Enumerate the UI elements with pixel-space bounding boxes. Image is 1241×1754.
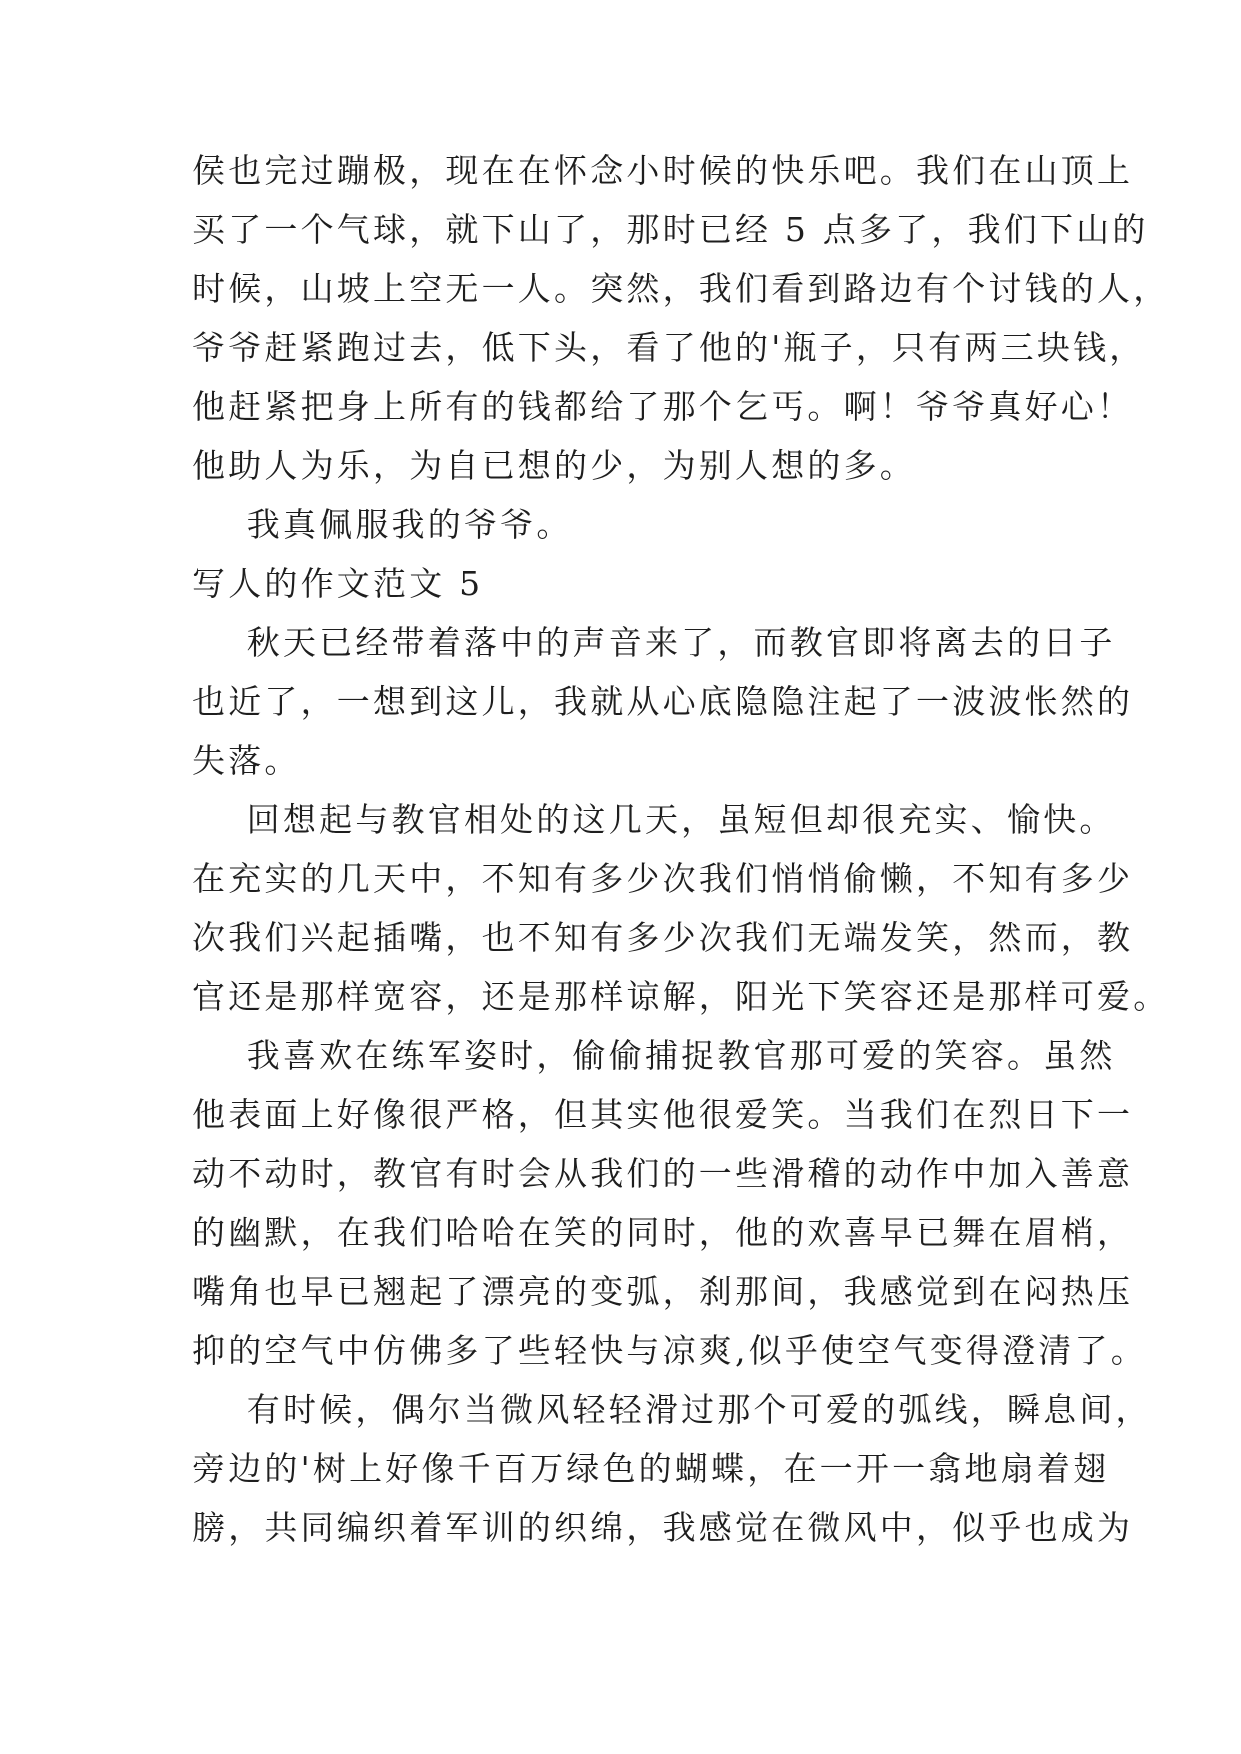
text-line: 他助人为乐，为自已想的少，为别人想的多。 — [192, 446, 916, 485]
text-line: 他赶紧把身上所有的钱都给了那个乞丐。啊！爷爷真好心！ — [192, 387, 1134, 426]
text-line: 时候，山坡上空无一人。突然，我们看到路边有个讨钱的人， — [192, 269, 1170, 308]
text-line: 侯也完过蹦极，现在在怀念小时候的快乐吧。我们在山顶上 — [192, 151, 1134, 190]
text-line: 嘴角也早已翘起了漂亮的变弧，刹那间，我感觉到在闷热压 — [192, 1272, 1134, 1311]
paragraph-line: 我喜欢在练军姿时，偷偷捕捉教官那可爱的笑容。虽然 — [192, 1036, 1116, 1075]
text-line: 抑的空气中仿佛多了些轻快与凉爽,似乎使空气变得澄清了。 — [192, 1331, 1147, 1370]
paragraph-line: 有时候，偶尔当微风轻轻滑过那个可爱的弧线，瞬息间， — [192, 1390, 1152, 1429]
text-line: 他表面上好像很严格，但其实他很爱笑。当我们在烈日下一 — [192, 1095, 1134, 1134]
text-line: 动不动时，教官有时会从我们的一些滑稽的动作中加入善意 — [192, 1154, 1134, 1193]
section-heading: 写人的作文范文 5 — [192, 564, 484, 603]
text-line: 买了一个气球，就下山了，那时已经 5 点多了，我们下山的 — [192, 210, 1149, 249]
text-line: 在充实的几天中，不知有多少次我们悄悄偷懒，不知有多少 — [192, 859, 1134, 898]
text-line: 也近了，一想到这儿，我就从心底隐隐注起了一波波怅然的 — [192, 682, 1134, 721]
text-line: 膀，共同编织着军训的织绵，我感觉在微风中，似乎也成为 — [192, 1508, 1134, 1547]
text-line: 次我们兴起插嘴，也不知有多少次我们无端发笑，然而，教 — [192, 918, 1134, 957]
text-line: 旁边的'树上好像千百万绿色的蝴蝶，在一开一翕地扇着翅 — [192, 1449, 1110, 1488]
paragraph-line: 回想起与教官相处的这几天，虽短但却很充实、愉快。 — [192, 800, 1116, 839]
text-line: 的幽默，在我们哈哈在笑的同时，他的欢喜早已舞在眉梢， — [192, 1213, 1134, 1252]
paragraph-line: 我真佩服我的爷爷。 — [192, 505, 573, 544]
paragraph-line: 秋天已经带着落中的声音来了，而教官即将离去的日子 — [192, 623, 1116, 662]
text-line: 爷爷赶紧跑过去，低下头，看了他的'瓶子，只有两三块钱， — [192, 328, 1146, 367]
text-line: 失落。 — [192, 741, 301, 780]
text-line: 官还是那样宽容，还是那样谅解，阳光下笑容还是那样可爱。 — [192, 977, 1170, 1016]
